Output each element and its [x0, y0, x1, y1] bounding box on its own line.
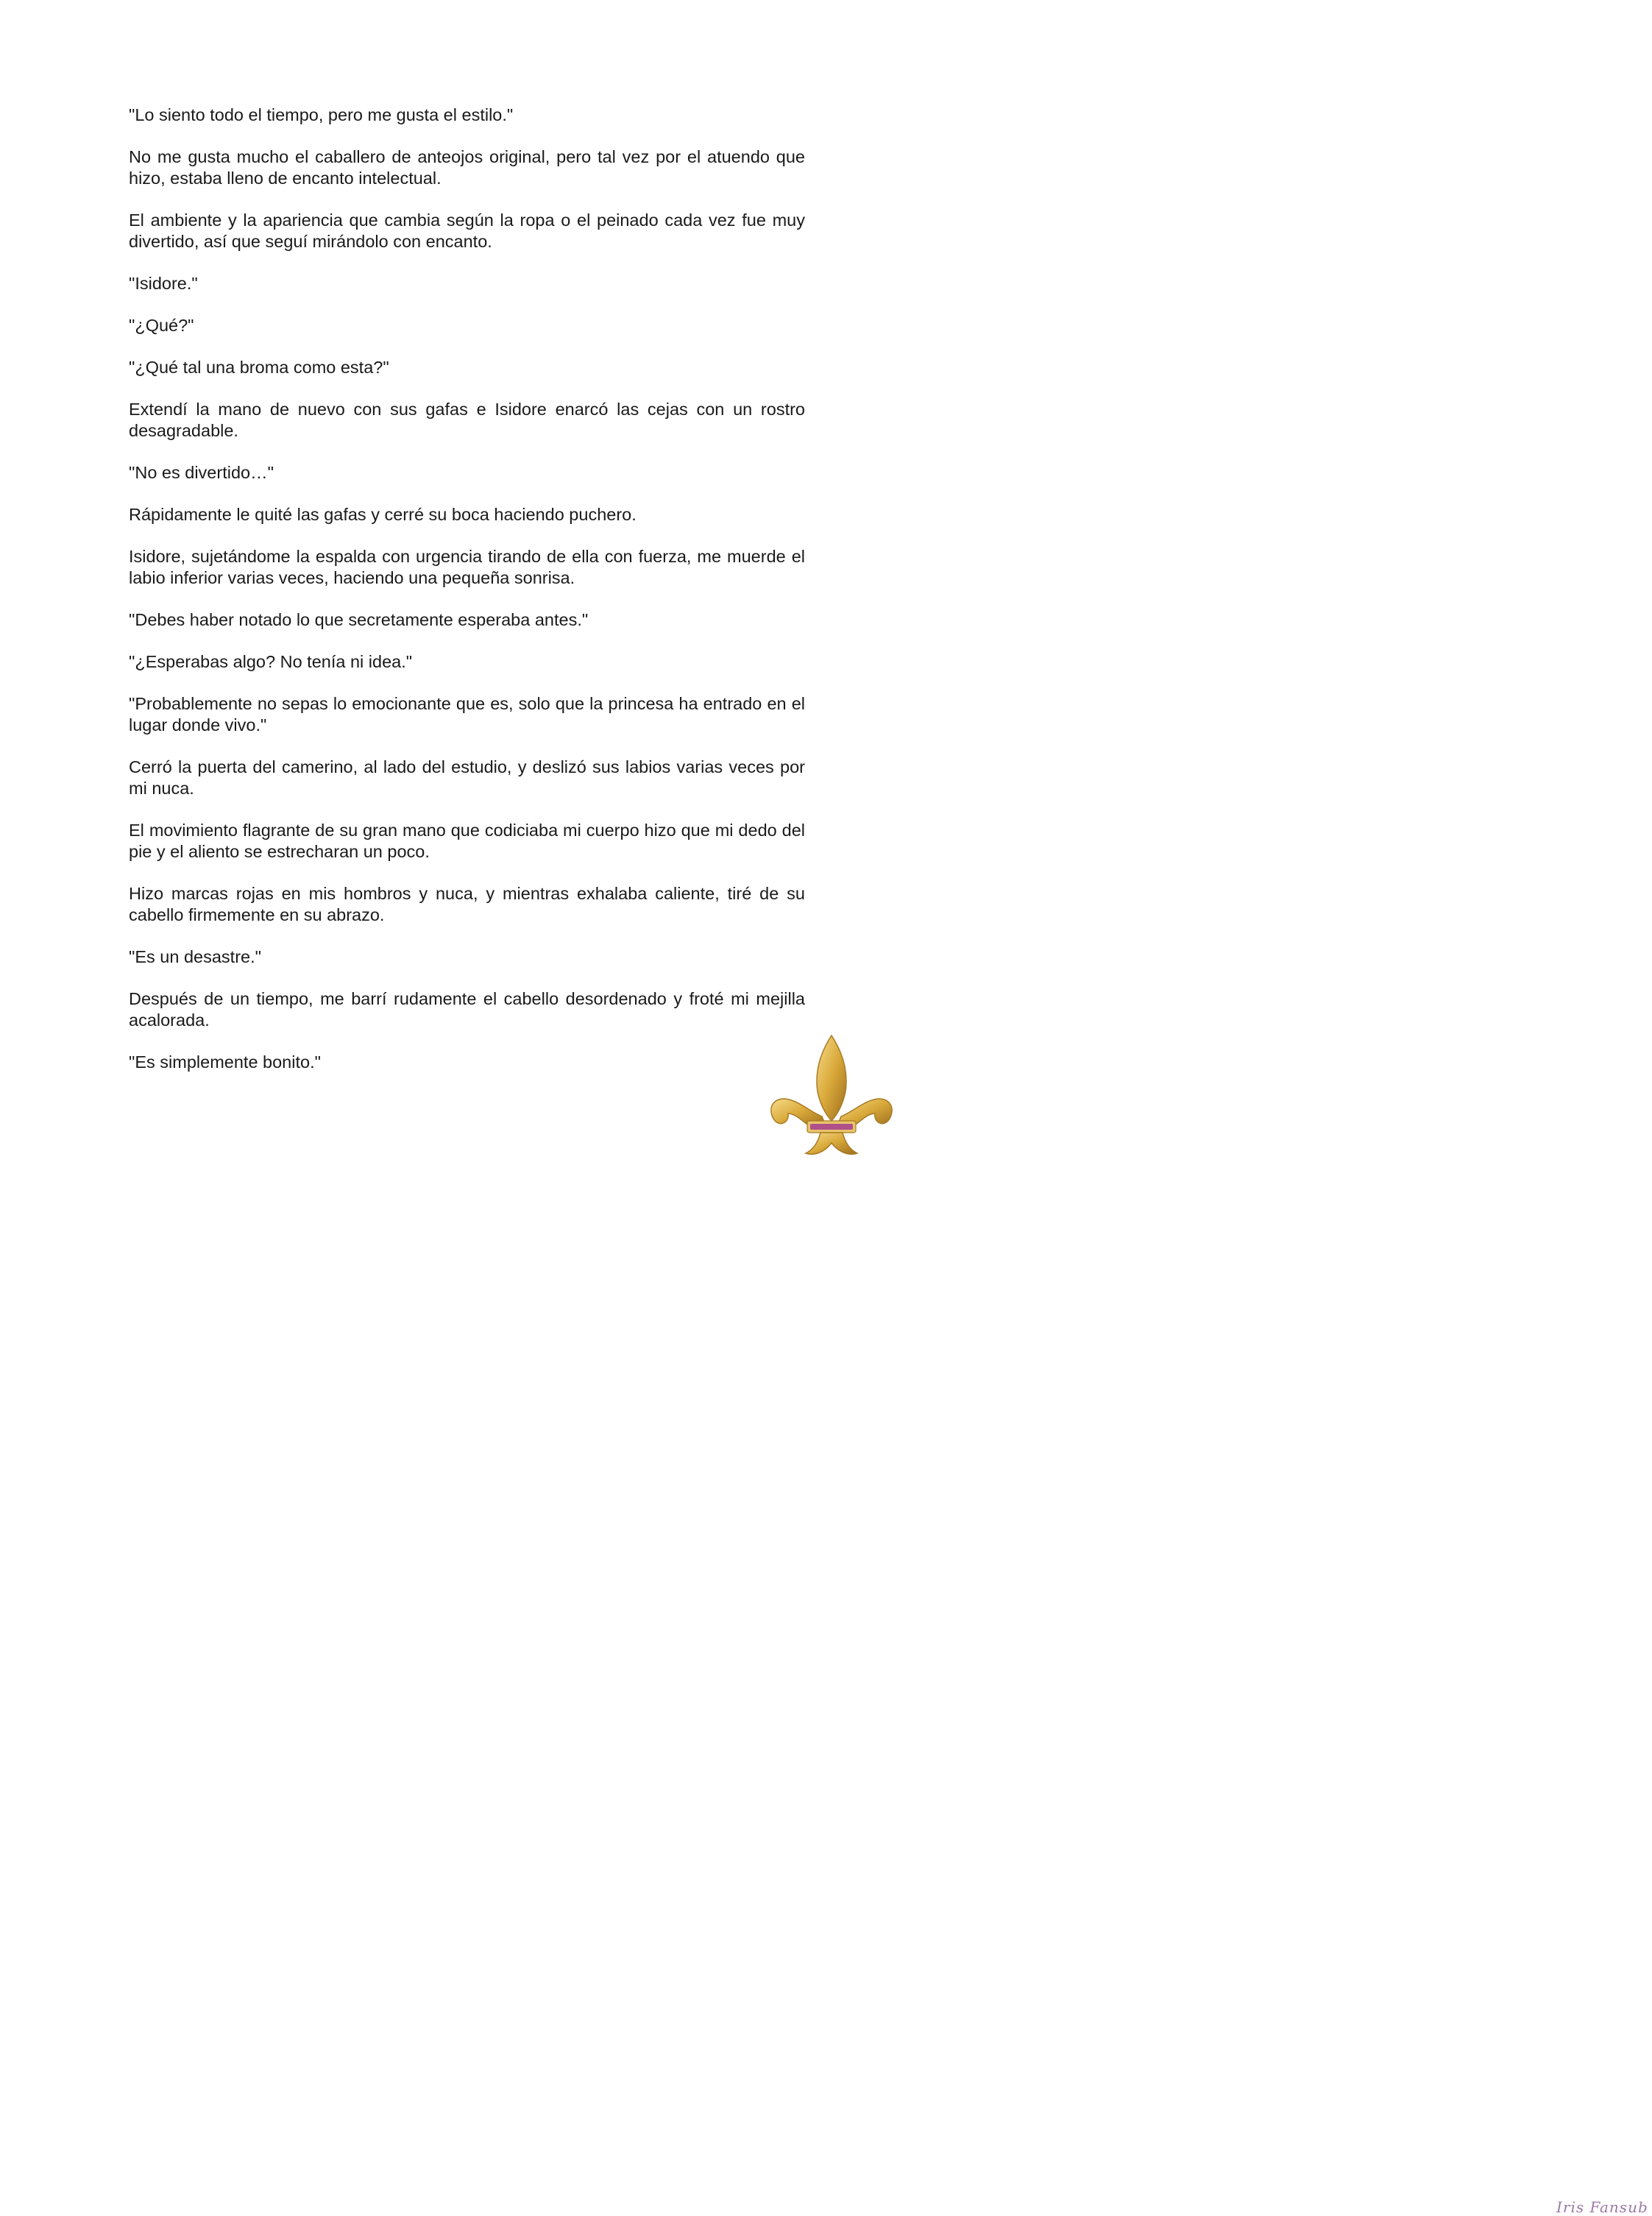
paragraph: Después de un tiempo, me barrí rudamente el cabello desordenado y froté mi mejilla acalorada.	[129, 989, 805, 1030]
page-body	[129, 105, 805, 1094]
fleur-de-lis-icon	[769, 1034, 894, 1163]
paragraph: "¿Qué tal una broma como esta?"	[129, 358, 389, 377]
paragraph: "No es divertido…"	[129, 463, 274, 482]
signature-text: Iris Fansub	[1556, 2198, 1648, 2216]
paragraph: "¿Esperabas algo? No tenía ni idea."	[129, 652, 413, 671]
paragraph: Extendí la mano de nuevo con sus gafas e Isidore enarcó las cejas con un rostro desagradable.	[129, 400, 805, 440]
paragraph: "Debes haber notado lo que secretamente esperaba antes."	[129, 610, 589, 629]
paragraph: El ambiente y la apariencia que cambia según la ropa o el peinado cada vez fue muy divertido, así que seguí mirándolo con encanto.	[129, 210, 805, 251]
watermark-logo	[769, 1034, 1648, 2216]
paragraph: Hizo marcas rojas en mis hombros y nuca, y mientras exhalaba caliente, tiré de su cabello firmemente en su abrazo.	[129, 884, 805, 924]
paragraph: Isidore, sujetándome la espalda con urgencia tirando de ella con fuerza, me muerde el labio inferior varias veces, haciendo una pequeña sonrisa.	[129, 547, 805, 587]
paragraph: "Es simplemente bonito."	[129, 1052, 321, 1072]
paragraph: "Lo siento todo el tiempo, pero me gusta el estilo."	[129, 105, 514, 124]
paragraph: El movimiento flagrante de su gran mano que codiciaba mi cuerpo hizo que mi dedo del pie y el aliento se estrecharan un poco.	[129, 821, 805, 861]
paragraph: Cerró la puerta del camerino, al lado del estudio, y deslizó sus labios varias veces por mi nuca.	[129, 757, 805, 798]
paragraph: "¿Qué?"	[129, 316, 194, 335]
paragraph: "Isidore."	[129, 274, 198, 293]
paragraph: No me gusta mucho el caballero de anteojos original, pero tal vez por el atuendo que hizo, estaba lleno de encanto intelectual.	[129, 147, 805, 188]
paragraph: Rápidamente le quité las gafas y cerré su boca haciendo puchero.	[129, 505, 637, 524]
paragraph: "Probablemente no sepas lo emocionante que es, solo que la princesa ha entrado en el lugar donde vivo."	[129, 694, 805, 734]
paragraph: "Es un desastre."	[129, 947, 261, 966]
